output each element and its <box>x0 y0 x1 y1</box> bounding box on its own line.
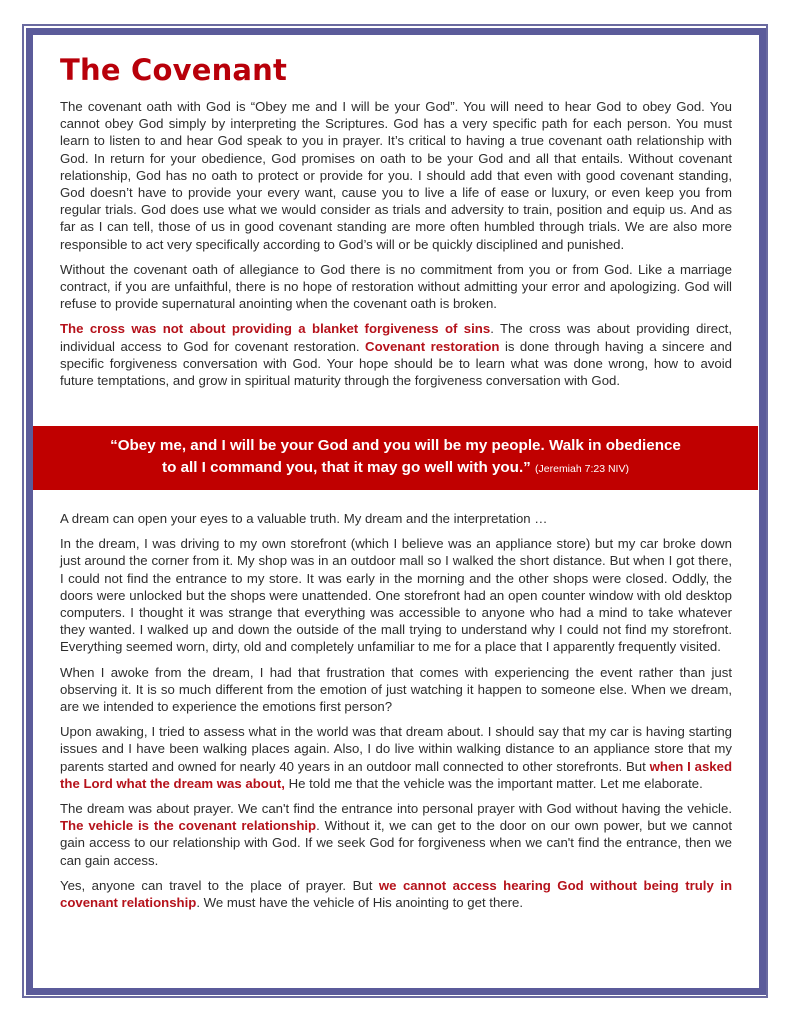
paragraph-upon-awaking <box>60 723 732 792</box>
banner-quote-line-1: “Obey me, and I will be your God and you will be my people. Walk in obedience <box>110 437 681 454</box>
paragraph-covenant-oath: The covenant oath with God is “Obey me and I will be your God”. You will need to hear God to obey God. You cannot obey God simply by interpreting the Scriptures. God has a very specific path for each person. You must learn to listen to and hear God speak to you in prayer. It’s critical to having a true covenant oath relationship with God. In return for your obedience, God promises on oath to be your God and all that entails. Without covenant relationship, God has no oath to protect or provide for you. I should add that even with good covenant standing, God doesn’t have to provide your every want, cause you to live a life of ease or luxury, or even keep you from regular trials. God does use what we would consider as trials and adversity to train, position and equip us. And as far as I can tell, those of us in good covenant standing are more often humbled through trials. We are also more responsible to act very specifically according to God’s will or be quickly disciplined and punished. <box>60 99 732 252</box>
highlight-cross-forgiveness: The cross was not about providing a blanket forgiveness of sins <box>60 321 491 337</box>
highlight-asked-lord: when I asked the Lord what the dream was about, <box>60 758 732 791</box>
paragraph-without-covenant: Without the covenant oath of allegiance to God there is no commitment from you or from God. Like a marriage contract, if you are unfaithful, there is no hope of restoration without admitting your error and apologizing. God will refuse to provide supernatural anointing when the covenant oath is broken. <box>60 261 732 312</box>
paragraph-dream-description: In the dream, I was driving to my own storefront (which I believe was an appliance store) but my car broke down just around the corner from it. My shop was in an outdoor mall so I walked the short distance. But when I got there, I could not find the entrance to my store. It was early in the morning and the other shops were closed. Oddly, the doors were unlocked but the shops were unattended. One storefront had an open counter window with old desktop computers. I thought it was strange that everything was accessible to anyone who had a mind to take whatever they wanted. I walked up and down the outside of the mall trying to understand why I could not find my storefront. Everything seemed worn, dirty, old and completely unfamiliar to me for a place that I apparently frequently visited. <box>60 536 732 655</box>
paragraph-dream-about-prayer <box>60 800 732 869</box>
scripture-banner <box>33 426 758 490</box>
text-segment: He told me that the vehicle was the important matter. Let me elaborate. <box>284 775 703 791</box>
page-title: The Covenant <box>60 53 288 87</box>
text-segment: Upon awaking, I tried to assess what in the world was that dream about. I should say that my car is having starting issues and I have been walking places again. Also, I do live within walking distance to an appliance store that my parents started and owned for nearly 40 years in an outdoor mall connected to other storefronts. But <box>60 724 732 774</box>
highlight-cannot-access: we cannot access hearing God without being truly in covenant relationship <box>60 877 732 911</box>
text-segment: . Without it, we can get to the door on our own power, but we cannot gain access to our relationship with God. If we seek God for forgiveness when we can't find the entrance, then we can gain access. <box>60 818 732 868</box>
top-section <box>60 52 732 397</box>
paragraph-awoke: When I awoke from the dream, I had that frustration that comes with experiencing the event rather than just observing it. It is so much different from the emotion of just watching it happen to someone else. When we dream, are we intended to experience the emotions first person? <box>60 664 732 715</box>
text-segment: Yes, anyone can travel to the place of prayer. But <box>60 877 379 893</box>
banner-quote-line-2 <box>33 457 758 480</box>
paragraph-dream-intro: A dream can open your eyes to a valuable truth. My dream and the interpretation … <box>60 511 548 526</box>
paragraph-place-of-prayer <box>60 877 732 911</box>
banner-citation: (Jeremiah 7:23 NIV) <box>535 463 629 475</box>
text-segment: The dream was about prayer. We can't find the entrance into personal prayer with God without having the vehicle. <box>60 801 732 817</box>
paragraph-cross <box>60 320 732 389</box>
dream-section <box>60 510 732 919</box>
text-segment: is done through having a sincere and specific forgiveness conversation with God. Your hope should be to learn what was done wrong, how to avoid future temptations, and grow in spiritual maturity through the forgiveness conversation with God. <box>60 338 732 389</box>
highlight-covenant-restoration: Covenant restoration <box>365 338 500 354</box>
text-segment: . The cross was about providing direct, individual access to God for covenant restoration. <box>60 321 732 354</box>
highlight-vehicle-covenant: The vehicle is the covenant relationship <box>60 818 317 834</box>
banner-quote-line-2-text: to all I command you, that it may go well with you.” <box>162 459 531 476</box>
text-segment: . We must have the vehicle of His anointing to get there. <box>196 895 524 911</box>
